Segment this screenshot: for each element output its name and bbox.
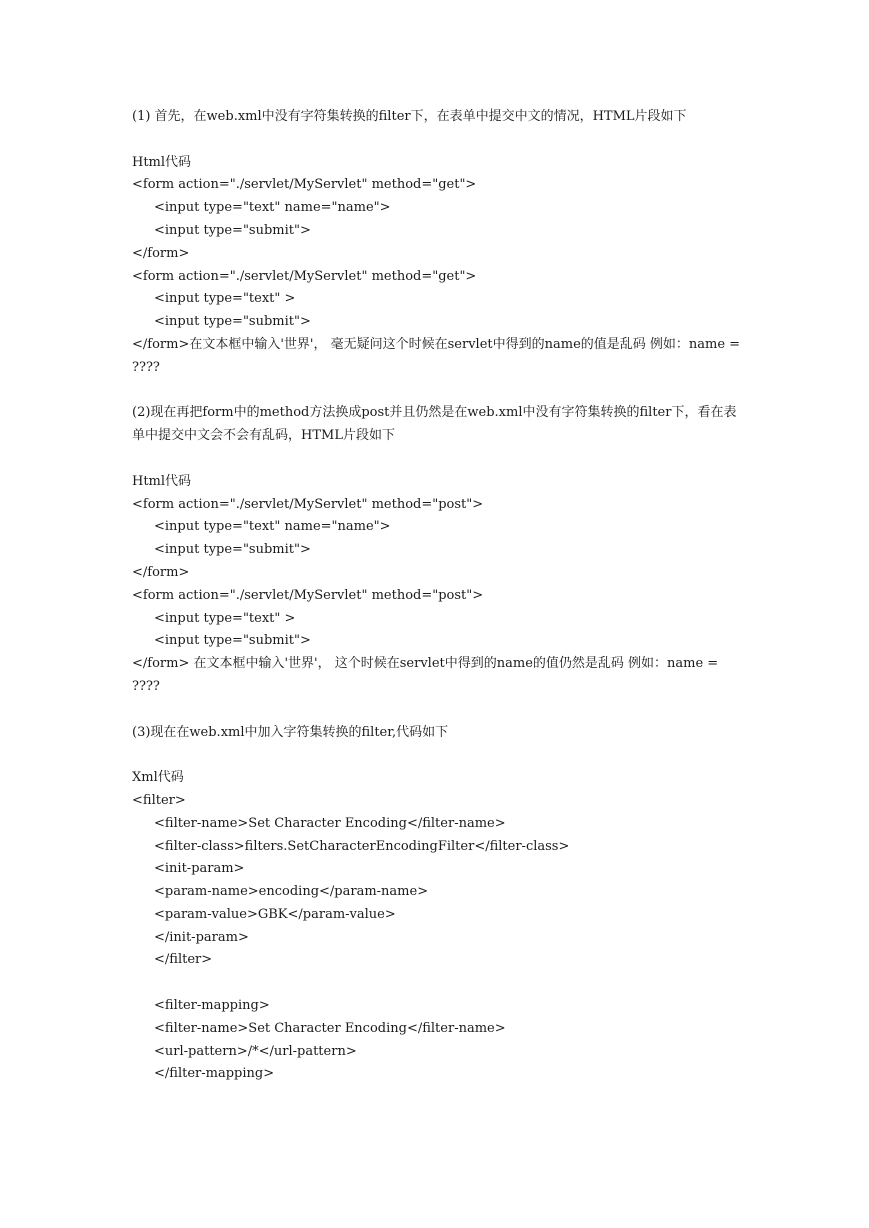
document-page [132,106,744,1086]
code-line: <input type="text" > [154,610,296,626]
code-line: <filter-name>Set Character Encoding</filter-name> [154,1020,506,1036]
section3-code-block [132,790,744,1086]
code-line: <filter> [132,792,186,808]
code-line: <input type="submit"> [154,633,311,649]
code-line: <input type="text" name="name"> [154,519,391,535]
section2-code-title: Html代码 [132,473,192,489]
code-line: </form> [132,245,190,261]
section1-intro: (1) 首先，在web.xml中没有字符集转换的filter下，在表单中提交中文的情况，HTML片段如下 [132,109,687,124]
spacer [132,129,744,152]
code-line: </form> [132,564,190,580]
code-line: </init-param> [154,929,249,945]
section2-code-block [132,494,744,654]
spacer [132,744,744,767]
code-line: <input type="text" name="name"> [154,200,391,216]
code-line: <input type="text" > [154,291,296,307]
code-line: <form action="./servlet/MyServlet" method="post"> [132,496,484,512]
spacer [132,699,744,722]
section2-after: </form> 在文本框中输入'世界'， 这个时候在servlet中得到的name的值仍然是乱码 例如：name = ???? [132,656,723,694]
code-line: <url-pattern>/*</url-pattern> [154,1043,357,1059]
section1-code-block [132,174,744,334]
code-line: <filter-class>filters.SetCharacterEncodingFilter</filter-class> [154,838,570,854]
code-line: <form action="./servlet/MyServlet" method="get"> [132,268,477,284]
code-line: <input type="submit"> [154,222,311,238]
section1-code-title: Html代码 [132,154,192,170]
code-line: </filter-mapping> [154,1066,275,1082]
code-line: <filter-name>Set Character Encoding</filter-name> [154,815,506,831]
code-line: <param-value>GBK</param-value> [154,906,396,922]
code-line: <form action="./servlet/MyServlet" method="get"> [132,177,477,193]
code-line: <input type="submit"> [154,314,311,330]
section3-code-title: Xml代码 [132,770,184,786]
section1-after: </form>在文本框中输入'世界'， 毫无疑问这个时候在servlet中得到的name的值是乱码 例如：name = ???? [132,336,745,375]
code-line: <init-param> [154,861,245,877]
spacer [132,380,744,403]
code-line: <form action="./servlet/MyServlet" method="post"> [132,587,484,603]
section3-intro: (3)现在在web.xml中加入字符集转换的filter,代码如下 [132,724,449,740]
code-line: <filter-mapping> [154,998,270,1014]
code-line [132,972,744,995]
code-line: <input type="submit"> [154,542,311,558]
section2-intro: (2)现在再把form中的method方法换成post并且仍然是在web.xml中没有字符集转换的filter下，看在表单中提交中文会不会有乱码，HTML片段如下 [132,405,737,444]
code-line: </filter> [154,952,213,968]
code-line: <param-name>encoding</param-name> [154,884,429,900]
spacer [132,448,744,471]
